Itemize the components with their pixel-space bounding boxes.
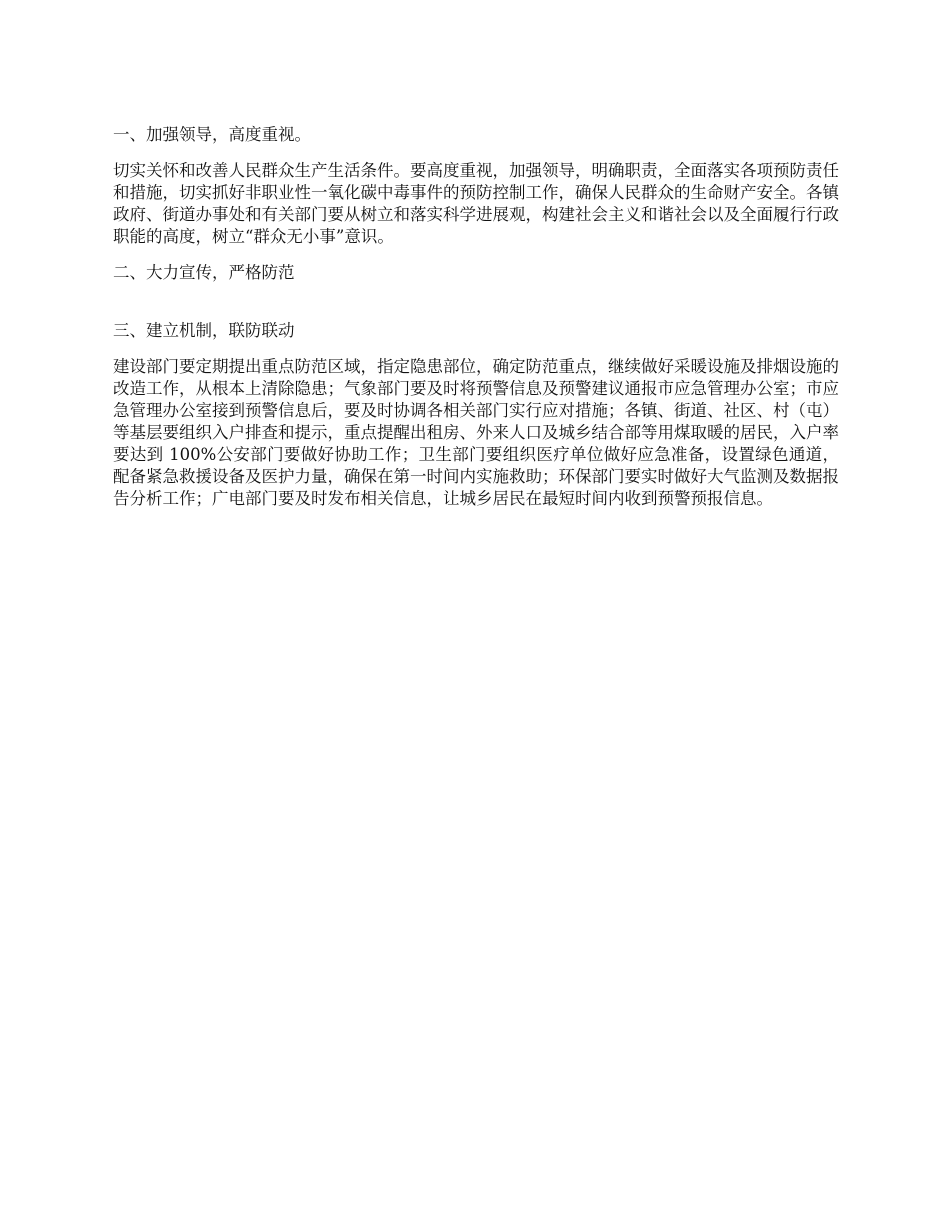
section-2-heading: 二、大力宣传，严格防范 [113, 263, 295, 282]
section-3-body: 建设部门要定期提出重点防范区域，指定隐患部位，确定防范重点，继续做好采暖设施及排烟设施的改造工作，从根本上清除隐患；气象部门要及时将预警信息及预警建议通报市应急管理办公室；市应急管理办公室接到预警信息后，要及时协调各相关部门实行应对措施；各镇、街道、社区、村（屯）等基层要组织入户排查和提示，重点提醒出租房、外来人口及城乡结合部等用煤取暖的居民，入户率要达到 100%公安部门要做好协助工作；卫生部门要组织医疗单位做好应急准备，设置绿色通道，配备紧急救援设备及医护力量，确保在第一时间内实施救助；环保部门要实时做好大气监测及数据报告分析工作；广电部门要及时发布相关信息，让城乡居民在最短时间内收到预警预报信息。 [113, 357, 839, 508]
section-1-heading: 一、加强领导，高度重视。 [113, 125, 311, 144]
document-page [113, 124, 839, 510]
section-1-body: 切实关怀和改善人民群众生产生活条件。要高度重视，加强领导，明确职责，全面落实各项预防责任和措施，切实抓好非职业性一氧化碳中毒事件的预防控制工作，确保人民群众的生命财产安全。各镇政府、街道办事处和有关部门要从树立和落实科学进展观，构建社会主义和谐社会以及全面履行行政职能的高度，树立“群众无小事”意识。 [113, 161, 839, 246]
section-3-heading: 三、建立机制，联防联动 [113, 321, 295, 340]
